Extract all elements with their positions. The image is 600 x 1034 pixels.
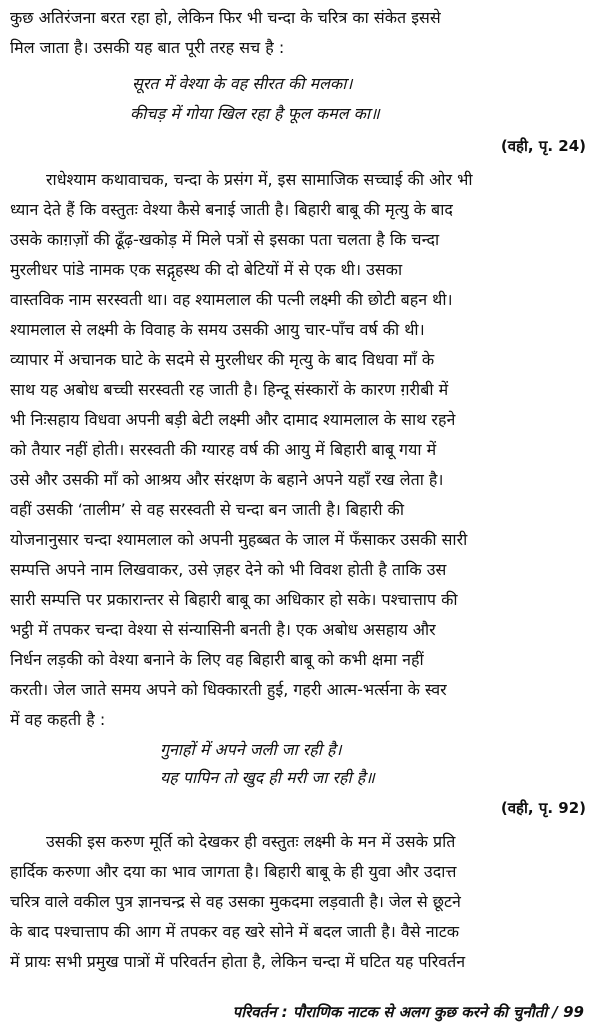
- body-line: उसे और उसकी माँ को आश्रय और संरक्षण के बहाने अपने यहाँ रख लेता है।: [10, 470, 444, 489]
- body-line: भट्ठी में तपकर चन्दा वेश्या से संन्यासिनी बनती है। एक अबोध असहाय और: [10, 620, 436, 639]
- body-line: हार्दिक करुणा और दया का भाव जागता है। बिहारी बाबू के ही युवा और उदात्त: [10, 862, 457, 881]
- body-line: ध्यान देते हैं कि वस्तुतः वेश्या कैसे बनाई जाती है। बिहारी बाबू की मृत्यु के बाद: [10, 200, 453, 219]
- body-line: के बाद पश्चात्ताप की आग में तपकर वह खरे सोने में बदल जाती है। वैसे नाटक: [10, 922, 460, 941]
- citation-2: (वही, पृ. 92): [500, 799, 586, 817]
- body-line: वास्तविक नाम सरस्वती था। वह श्यामलाल की पत्नी लक्ष्मी की छोटी बहन थी।: [10, 290, 453, 309]
- body-line: कुछ अतिरंजना बरत रहा हो, लेकिन फिर भी चन्दा के चरित्र का संकेत इससे: [10, 8, 441, 27]
- citation-1: (वही, पृ. 24): [500, 137, 586, 155]
- body-line: राधेश्याम कथावाचक, चन्दा के प्रसंग में, इस सामाजिक सच्चाई की ओर भी: [46, 170, 473, 189]
- body-line: उसके काग़ज़ों की ढूँढ़-खकोड़ में मिले पत्रों से इसका पता चलता है कि चन्दा: [10, 230, 440, 249]
- body-line: वहीं उसकी ‘तालीम’ से वह सरस्वती से चन्दा बन जाती है। बिहारी की: [10, 500, 404, 519]
- body-line: सारी सम्पत्ति पर प्रकारान्तर से बिहारी बाबू का अधिकार हो सके। पश्चात्ताप की: [10, 590, 458, 609]
- body-line: भी निःसहाय विधवा अपनी बड़ी बेटी लक्ष्मी और दामाद श्यामलाल के साथ रहने: [10, 410, 456, 429]
- body-line: मिल जाता है। उसकी यह बात पूरी तरह सच है :: [10, 38, 285, 57]
- body-line: करती। जेल जाते समय अपने को धिक्कारती हुई, गहरी आत्म-भर्त्सना के स्वर: [10, 680, 447, 699]
- body-line: निर्धन लड़की को वेश्या बनाने के लिए वह बिहारी बाबू को कभी क्षमा नहीं: [10, 650, 424, 669]
- body-line: उसकी इस करुण मूर्ति को देखकर ही वस्तुतः लक्ष्मी के मन में उसके प्रति: [46, 832, 456, 851]
- quote-line: यह पापिन तो खुद ही मरी जा रही है॥: [160, 768, 375, 787]
- body-line: मुरलीधर पांडे नामक एक सद्गृहस्थ की दो बेटियों में से एक थी। उसका: [10, 260, 403, 279]
- body-line: को तैयार नहीं होती। सरस्वती की ग्यारह वर्ष की आयु में बिहारी बाबू गया में: [10, 440, 437, 459]
- body-line: सम्पत्ति अपने नाम लिखवाकर, उसे ज़हर देने को भी विवश होती है ताकि उस: [10, 560, 447, 579]
- quote-line: गुनाहों में अपने जली जा रही है।: [160, 740, 342, 759]
- body-line: योजनानुसार चन्दा श्यामलाल को अपनी मुहब्बत के जाल में फँसाकर उसकी सारी: [10, 530, 468, 549]
- quote-line: कीचड़ में गोया खिल रहा है फूल कमल का॥: [130, 104, 380, 123]
- body-line: साथ यह अबोध बच्ची सरस्वती रह जाती है। हिन्दू संस्कारों के कारण ग़रीबी में: [10, 380, 449, 399]
- quote-line: सूरत में वेश्या के वह सीरत की मलका।: [132, 74, 353, 93]
- page-footer: परिवर्तन : पौराणिक नाटक से अलग कुछ करने की चुनौती / 99: [232, 1003, 584, 1021]
- body-line: चरित्र वाले वकील पुत्र ज्ञानचन्द्र से वह उसका मुकदमा लड़वाती है। जेल से छूटने: [10, 892, 461, 911]
- body-line: व्यापार में अचानक घाटे के सदमे से मुरलीधर की मृत्यु के बाद विधवा माँ के: [10, 350, 435, 369]
- body-line: श्यामलाल से लक्ष्मी के विवाह के समय उसकी आयु चार-पाँच वर्ष की थी।: [10, 320, 425, 339]
- body-line: में वह कहती है :: [10, 710, 106, 729]
- body-line: में प्रायः सभी प्रमुख पात्रों में परिवर्तन होता है, लेकिन चन्दा में घटित यह परिवर्तन: [10, 952, 466, 971]
